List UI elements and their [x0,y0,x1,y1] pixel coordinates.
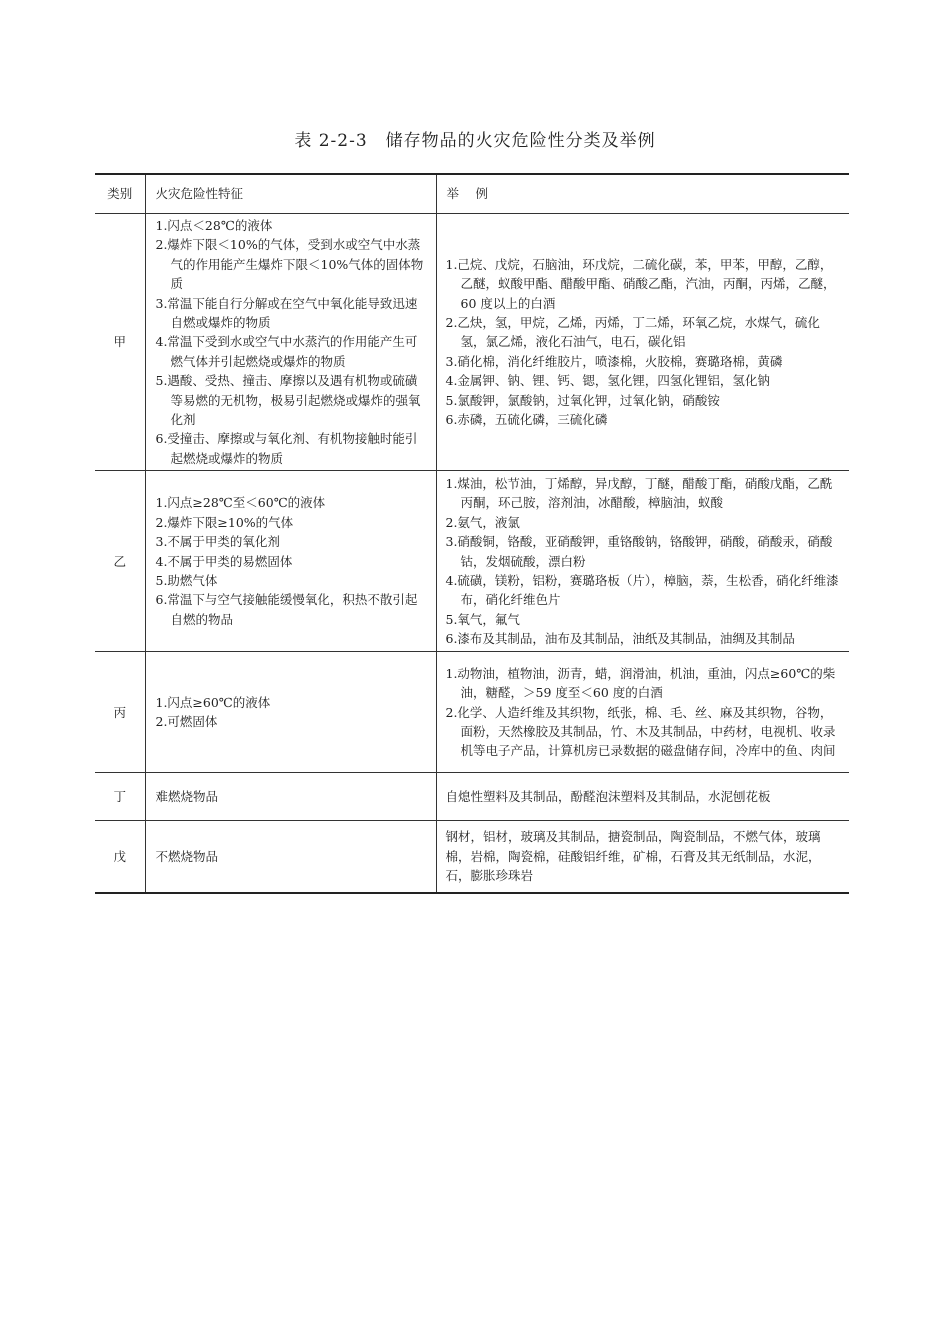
table-header-row [95,174,849,214]
row-category: 丁 [95,773,145,821]
example-item: 3.硝酸铜，铬酸，亚硝酸钾，重铬酸钠，铬酸钾，硝酸，硝酸汞，硝酸钴，发烟硫酸，漂白粉 [445,534,833,569]
example-item: 6.赤磷，五硫化磷，三硫化磷 [445,412,608,428]
fire-hazard-table [95,173,849,894]
row-category: 戊 [95,821,145,893]
row-category: 乙 [95,471,145,652]
table-row [95,471,849,652]
feature-item: 1.闪点≥28℃至＜60℃的液体 [155,495,326,511]
feature-item: 6.受撞击、摩擦或与氧化剂、有机物接触时能引起燃烧或爆炸的物质 [155,431,418,466]
row-examples [436,652,849,773]
feature-item: 3.不属于甲类的氧化剂 [155,534,280,550]
example-item: 2.氨气，液氯 [445,514,520,530]
table-row [95,821,849,893]
feature-item: 不燃烧物品 [155,848,219,864]
example-item: 1.煤油，松节油，丁烯醇，异戊醇，丁醚，醋酸丁酯，硝酸戊酯，乙酰丙酮，环己胺，溶剂油，冰醋酸，樟脑油，蚁酸 [445,475,833,511]
feature-item: 4.常温下受到水或空气中水蒸汽的作用能产生可燃气体并引起燃烧或爆炸的物质 [155,334,418,369]
row-category: 甲 [95,214,145,471]
example-item: 5.氧气，氟气 [445,611,520,627]
table-row [95,652,849,773]
table-title: 表 2-2-3 储存物品的火灾危险性分类及举例 [294,131,656,151]
example-item: 5.氯酸钾，氯酸钠，过氧化钾，过氧化钠，硝酸铵 [445,392,720,408]
row-examples [436,821,849,893]
example-item: 4.硫磺，镁粉，铝粉，赛璐珞板（片），樟脑，萘，生松香，硝化纤维漆布，硝化纤维色片 [445,572,839,608]
example-item: 1.己烷、戊烷，石脑油，环戊烷，二硫化碳，苯，甲苯，甲醇，乙醇，乙醚，蚁酸甲酯、醋酸甲酯、硝酸乙酯，汽油，丙酮，丙烯，乙醚，60 度以上的白酒 [445,256,836,311]
row-examples [436,773,849,821]
feature-item: 1.闪点＜28℃的液体 [155,218,273,233]
feature-item: 2.爆炸下限＜10%的气体，受到水或空气中水蒸气的作用能产生爆炸下限＜10%气体的固体物质 [155,237,424,292]
example-item: 自熄性塑料及其制品，酚醛泡沫塑料及其制品，水泥刨花板 [445,789,771,805]
feature-item: 2.爆炸下限≥10%的气体 [155,514,294,530]
feature-item: 5.助燃气体 [155,572,218,588]
row-features [145,214,436,471]
example-item: 6.漆布及其制品，油布及其制品，油纸及其制品，油绸及其制品 [445,631,795,647]
row-features [145,773,436,821]
header-category: 类别 [95,174,145,214]
row-features [145,821,436,893]
row-examples [436,471,849,652]
row-category: 丙 [95,652,145,773]
row-examples [436,214,849,471]
feature-item: 4.不属于甲类的易燃固体 [155,553,293,569]
feature-item: 5.遇酸、受热、撞击、摩擦以及遇有机物或硫磺等易燃的无机物，极易引起燃烧或爆炸的强氧化剂 [155,373,421,428]
example-item: 2.乙炔，氢，甲烷，乙烯，丙烯，丁二烯，环氧乙烷，水煤气，硫化氢，氯乙烯，液化石油气，电石，碳化铝 [445,315,820,350]
table-row [95,214,849,471]
example-item: 1.动物油，植物油，沥青，蜡，润滑油，机油，重油，闪点≥60℃的柴油，糖醛，＞59 度至＜60 度的白酒 [445,665,836,701]
feature-item: 难燃烧物品 [155,789,219,805]
table-row [95,773,849,821]
example-item: 钢材，铝材，玻璃及其制品，搪瓷制品，陶瓷制品，不燃气体，玻璃棉，岩棉，陶瓷棉，硅酸铝纤维，矿棉，石膏及其无纸制品，水泥，石，膨胀珍珠岩 [445,829,821,884]
row-features [145,652,436,773]
feature-item: 3.常温下能自行分解或在空气中氧化能导致迅速自燃或爆炸的物质 [155,295,418,331]
example-item: 4.金属钾、钠、锂、钙、锶，氢化锂，四氢化锂铝，氢化钠 [445,373,770,389]
example-item: 2.化学、人造纤维及其织物，纸张，棉、毛、丝、麻及其织物，谷物，面粉，天然橡胶及其制品，竹、木及其制品，中药材，电视机、收录机等电子产品，计算机房已录数据的磁盘储存间，冷库中的鱼、肉间 [445,704,836,759]
header-features: 火灾危险性特征 [145,174,436,214]
header-examples: 举 例 [436,174,849,214]
feature-item: 6.常温下与空气接触能缓慢氧化，积热不散引起自燃的物品 [155,592,418,627]
example-item: 3.硝化棉，消化纤维胶片，喷漆棉，火胶棉，赛璐珞棉，黄磷 [445,353,783,369]
feature-item: 1.闪点≥60℃的液体 [155,694,271,710]
feature-item: 2.可燃固体 [155,714,218,730]
row-features [145,471,436,652]
